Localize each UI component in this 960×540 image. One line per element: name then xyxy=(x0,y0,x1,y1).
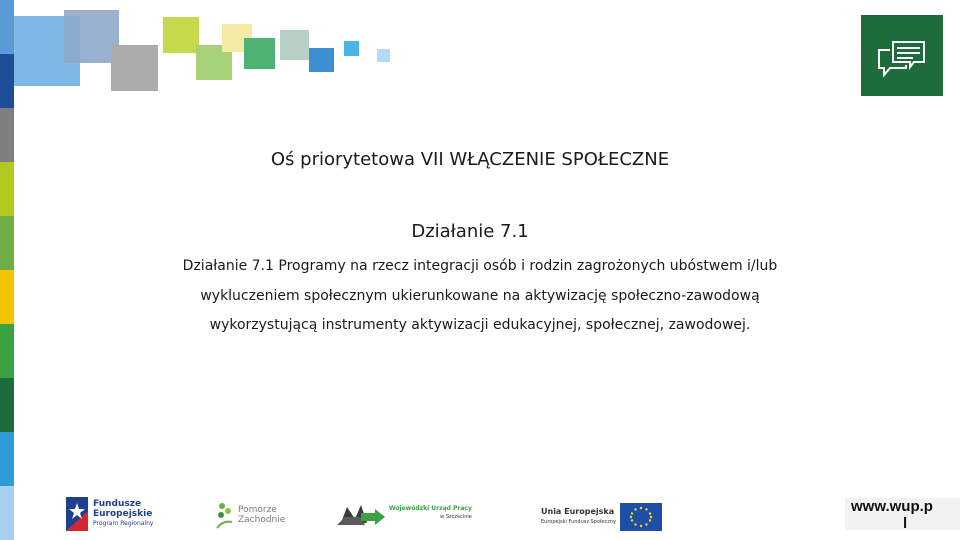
measure-subtitle: Działanie 7.1 xyxy=(411,221,529,242)
eu-efs-logo xyxy=(541,503,662,531)
wup-line2: w Szczecinie xyxy=(440,514,472,520)
fundusze-europejskie-logo xyxy=(66,497,153,531)
deco-square xyxy=(309,48,334,72)
deco-square xyxy=(111,45,158,91)
description-line: wykorzystującą instrumenty aktywizacji edukacyjnej, społecznej, zawodowej. xyxy=(209,317,751,333)
strip-block xyxy=(0,270,14,324)
pz-line1: Pomorze xyxy=(238,505,277,515)
strip-block xyxy=(0,162,14,216)
description-line: Działanie 7.1 Programy na rzecz integracji osób i rodzin zagrożonych ubóstwem i/lub xyxy=(182,258,778,274)
url-line1: www.wup.p xyxy=(851,498,933,515)
pomorze-zachodnie-logo xyxy=(214,500,285,530)
wup-line1: Wojewódzki Urząd Pracy xyxy=(389,505,472,512)
strip-block xyxy=(0,432,14,486)
deco-square xyxy=(377,49,390,62)
deco-square xyxy=(244,38,275,69)
fe-title-line2: Europejskie xyxy=(93,509,153,519)
chat-bubbles-icon xyxy=(876,34,928,78)
ue-title: Unia Europejska xyxy=(541,507,615,516)
wup-arrow-icon xyxy=(337,499,385,527)
pz-line2: Zachodnie xyxy=(238,515,286,525)
left-color-strip xyxy=(0,0,14,540)
leaf-icon xyxy=(214,500,236,530)
wup-szczecin-logo xyxy=(337,499,472,527)
strip-block xyxy=(0,378,14,432)
fe-title-line1: Fundusze xyxy=(93,499,142,509)
deco-square xyxy=(280,30,309,60)
deco-square xyxy=(163,17,199,53)
eu-flag-icon xyxy=(620,503,662,531)
website-url[interactable] xyxy=(845,498,960,530)
deco-square xyxy=(344,41,359,56)
description-line: wykluczeniem społecznym ukierunkowane na aktywizację społeczno-zawodową xyxy=(200,287,760,304)
strip-block xyxy=(0,0,14,54)
url-line2: l xyxy=(903,515,908,532)
ue-subtitle: Europejski Fundusz Społeczny xyxy=(541,519,616,525)
fe-subtitle: Program Regionalny xyxy=(93,520,154,527)
chat-logo-box xyxy=(861,15,943,96)
strip-block xyxy=(0,54,14,108)
fe-star-icon xyxy=(66,497,88,531)
measure-description xyxy=(120,252,840,341)
priority-axis-title: Oś priorytetowa VII WŁĄCZENIE SPOŁECZNE xyxy=(270,149,670,170)
strip-block xyxy=(0,324,14,378)
footer-logos xyxy=(0,490,960,540)
